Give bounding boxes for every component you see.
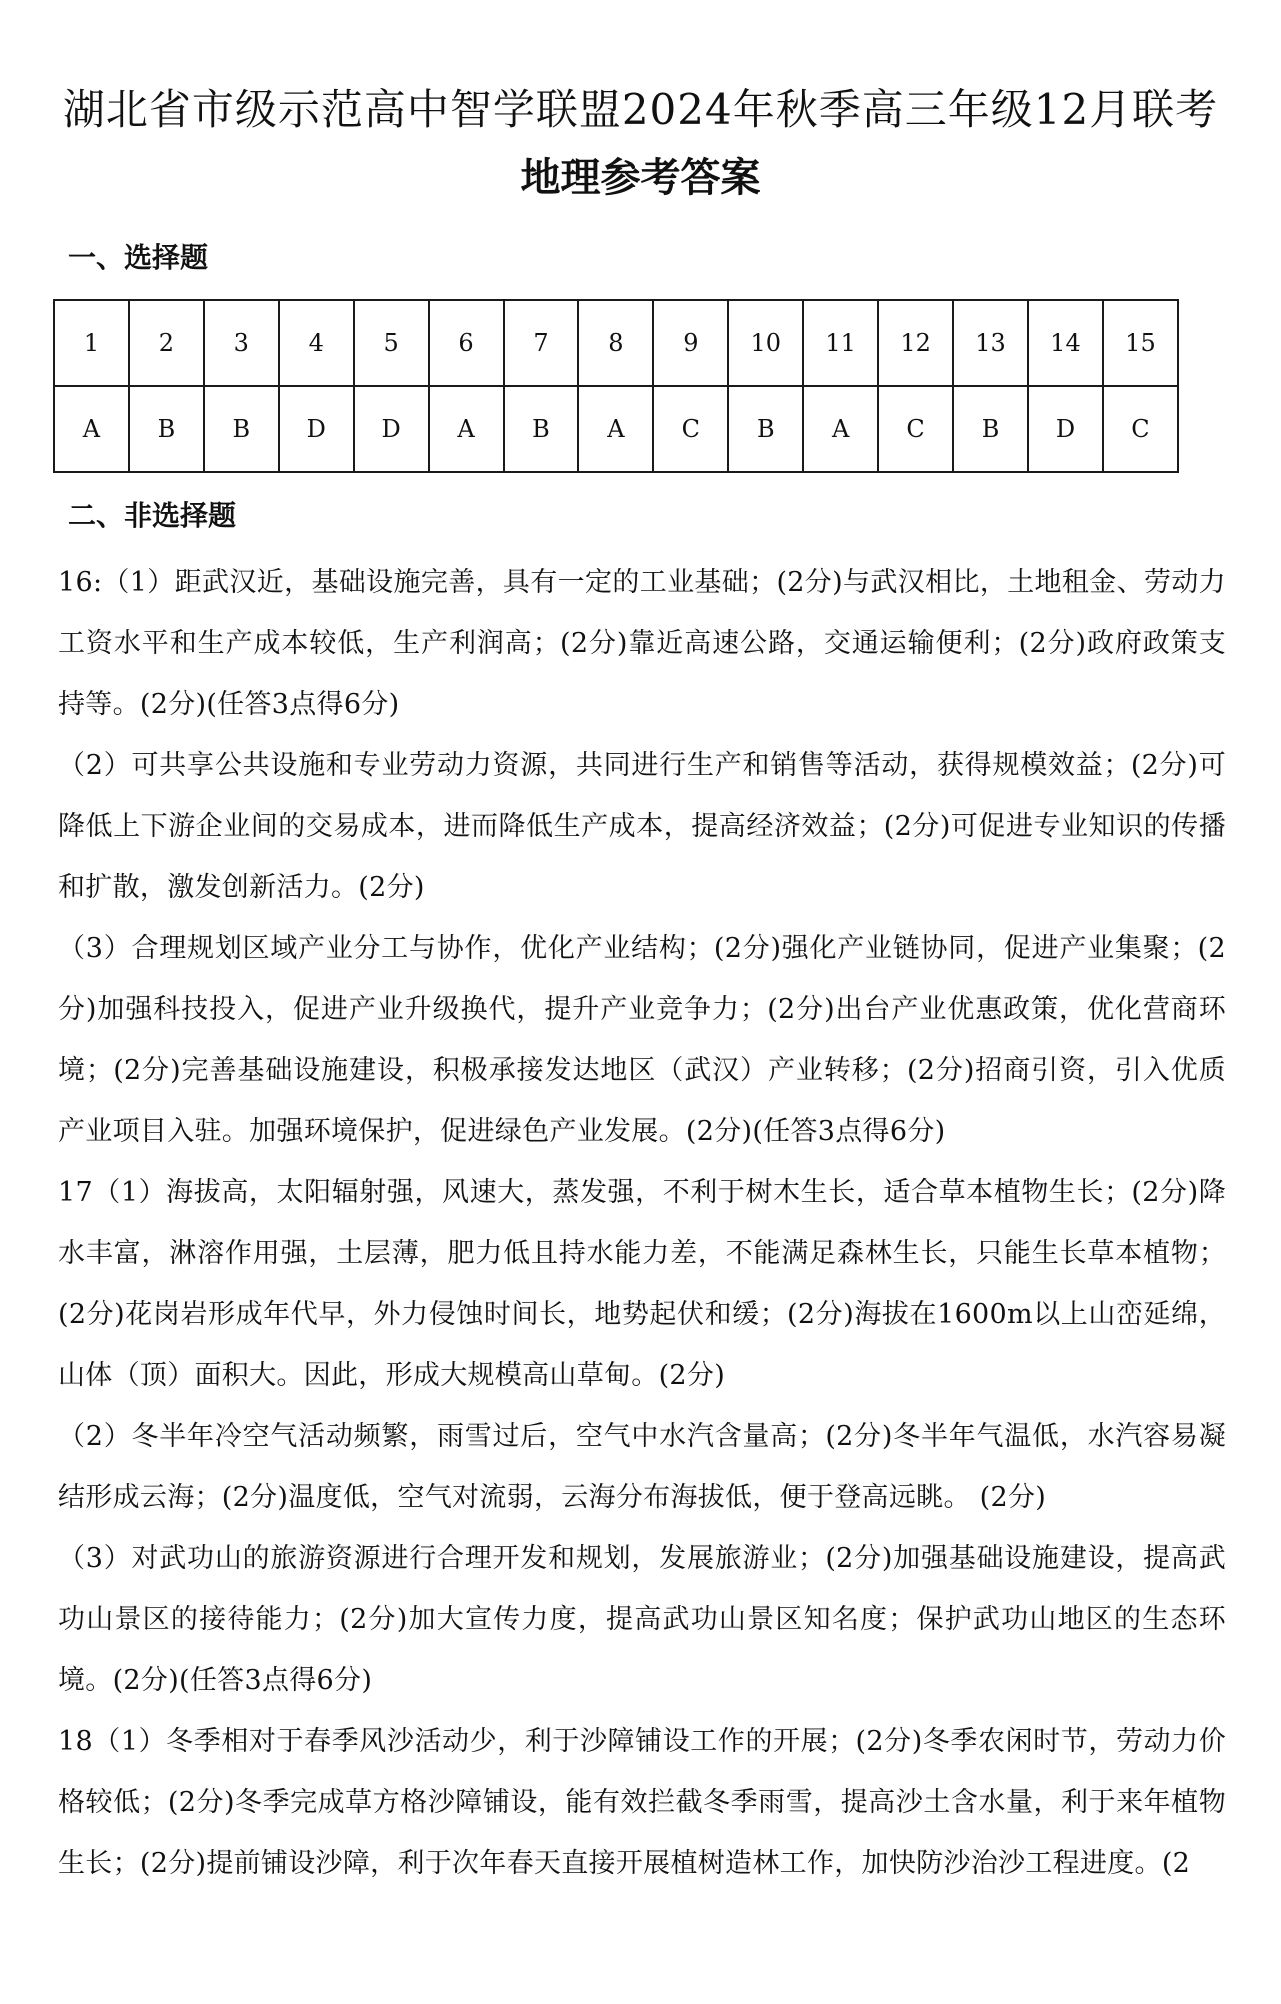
answer-cell: D — [1028, 386, 1103, 472]
question-number-cell: 6 — [429, 300, 504, 386]
question-number-cell: 12 — [878, 300, 953, 386]
question-number-cell: 5 — [354, 300, 429, 386]
question-number-cell: 4 — [279, 300, 354, 386]
answer-paragraph-q16-3: （3）合理规划区域产业分工与协作，优化产业结构；(2分)强化产业链协同，促进产业集聚；(2分)加强科技投入，促进产业升级换代，提升产业竞争力；(2分)出台产业优惠政策，优化营商环境；(2分)完善基础设施建设，积极承接发达地区（武汉）产业转移；(2分)招商引资，引入优质产业项目入驻。加强环境保护，促进绿色产业发展。(2分)(任答3点得6分) — [58, 933, 1226, 1147]
answer-table — [53, 299, 1179, 473]
answer-cell: B — [129, 386, 204, 472]
question-number-cell: 3 — [204, 300, 279, 386]
answer-cell: D — [354, 386, 429, 472]
answer-cell: C — [1103, 386, 1178, 472]
answer-cell: B — [504, 386, 579, 472]
question-number-cell: 7 — [504, 300, 579, 386]
answer-paragraph-q18-1: 18（1）冬季相对于春季风沙活动少，利于沙障铺设工作的开展；(2分)冬季农闲时节，劳动力价格较低；(2分)冬季完成草方格沙障铺设，能有效拦截冬季雨雪，提高沙土含水量，利于来年植物生长；(2分)提前铺设沙障，利于次年春天直接开展植树造林工作，加快防沙治沙工程进度。(2 — [58, 1726, 1226, 1879]
answer-cell: C — [653, 386, 728, 472]
question-number-row — [54, 300, 1178, 386]
question-number-cell: 1 — [54, 300, 129, 386]
answer-cell: B — [728, 386, 803, 472]
question-number-cell: 8 — [578, 300, 653, 386]
answer-cell: B — [953, 386, 1028, 472]
answer-paragraph-q17-1: 17（1）海拔高，太阳辐射强，风速大，蒸发强，不利于树木生长，适合草本植物生长；(2分)降水丰富，淋溶作用强，土层薄，肥力低且持水能力差，不能满足森林生长，只能生长草本植物；(2分)花岗岩形成年代早，外力侵蚀时间长，地势起伏和缓；(2分)海拔在1600m以上山峦延绵，山体（顶）面积大。因此，形成大规模高山草甸。(2分) — [58, 1177, 1226, 1391]
answer-cell: D — [279, 386, 354, 472]
question-number-cell: 14 — [1028, 300, 1103, 386]
question-number-cell: 15 — [1103, 300, 1178, 386]
page-subtitle: 地理参考答案 — [520, 154, 761, 201]
answer-body — [58, 552, 1226, 1894]
page-title: 湖北省市级示范高中智学联盟2024年秋季高三年级12月联考 — [62, 85, 1219, 134]
section-heading-nonchoice: 二、非选择题 — [68, 499, 237, 532]
answer-cell: A — [429, 386, 504, 472]
answer-paragraph-q16-2: （2）可共享公共设施和专业劳动力资源，共同进行生产和销售等活动，获得规模效益；(2分)可降低上下游企业间的交易成本，进而降低生产成本，提高经济效益；(2分)可促进专业知识的传播和扩散，激发创新活力。(2分) — [58, 750, 1226, 903]
question-number-cell: 13 — [953, 300, 1028, 386]
answer-paragraph-q17-3: （3）对武功山的旅游资源进行合理开发和规划，发展旅游业；(2分)加强基础设施建设，提高武功山景区的接待能力；(2分)加大宣传力度，提高武功山景区知名度；保护武功山地区的生态环境。(2分)(任答3点得6分) — [58, 1543, 1226, 1696]
answer-cell: A — [803, 386, 878, 472]
answer-cell: A — [578, 386, 653, 472]
answer-paragraph-q17-2: （2）冬半年冷空气活动频繁，雨雪过后，空气中水汽含量高；(2分)冬半年气温低，水汽容易凝结形成云海；(2分)温度低，空气对流弱，云海分布海拔低，便于登高远眺。 (2分) — [58, 1421, 1226, 1513]
question-number-cell: 9 — [653, 300, 728, 386]
answer-cell: B — [204, 386, 279, 472]
answer-cell: A — [54, 386, 129, 472]
question-number-cell: 10 — [728, 300, 803, 386]
section-heading-choice: 一、选择题 — [68, 241, 209, 274]
question-number-cell: 2 — [129, 300, 204, 386]
question-number-cell: 11 — [803, 300, 878, 386]
answer-row — [54, 386, 1178, 472]
answer-paragraph-q16-1: 16:（1）距武汉近，基础设施完善，具有一定的工业基础；(2分)与武汉相比，土地租金、劳动力工资水平和生产成本较低，生产利润高；(2分)靠近高速公路，交通运输便利；(2分)政府政策支持等。(2分)(任答3点得6分) — [58, 567, 1226, 720]
answer-cell: C — [878, 386, 953, 472]
